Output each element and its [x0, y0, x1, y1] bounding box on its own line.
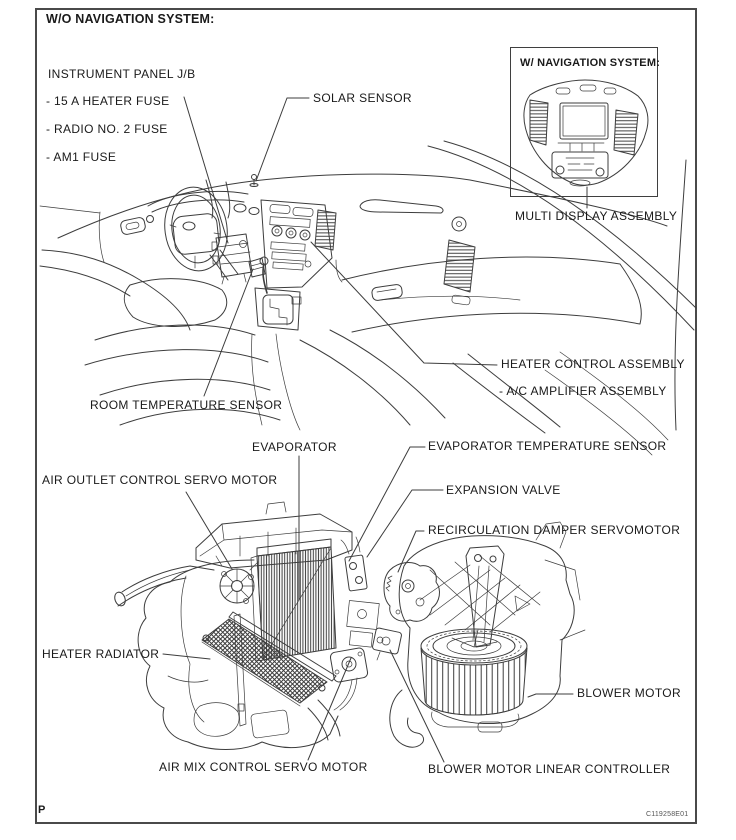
door-handle [120, 217, 146, 236]
leader-line-blower-motor [528, 694, 573, 697]
label-blower-motor: BLOWER MOTOR [577, 686, 681, 700]
label-evaporator-temperature-sensor: EVAPORATOR TEMPERATURE SENSOR [428, 439, 667, 453]
page-marker: P [38, 804, 46, 816]
steering-wheel [159, 180, 238, 280]
label-evaporator: EVAPORATOR [252, 440, 337, 454]
hvac-unit-illustration [113, 502, 585, 750]
label-heater-fuse: - 15 A HEATER FUSE [46, 94, 170, 108]
label-room-temperature-sensor: ROOM TEMPERATURE SENSOR [90, 398, 283, 412]
steering-emblem [183, 222, 195, 230]
label-recirculation-damper-servomotor: RECIRCULATION DAMPER SERVOMOTOR [428, 523, 681, 537]
leader-line-evap-temp-sensor [349, 447, 425, 561]
label-blower-motor-linear-controller: BLOWER MOTOR LINEAR CONTROLLER [428, 762, 671, 776]
figure-title: W/O NAVIGATION SYSTEM: [46, 12, 215, 26]
side-vent [444, 240, 475, 305]
label-multi-display-assembly: MULTI DISPLAY ASSEMBLY [515, 209, 678, 223]
leader-line-air-mix-servo [308, 658, 351, 760]
label-air-mix-control-servo-motor: AIR MIX CONTROL SERVO MOTOR [159, 760, 368, 774]
door-trim [40, 216, 190, 331]
glove-box [336, 257, 641, 332]
leader-line-solar-sensor [256, 98, 309, 181]
duct-connector-parts [347, 601, 383, 648]
instrument-panel-junction-block [212, 234, 252, 284]
blower-bracket-strap [466, 546, 504, 647]
figure-code: C119258E01 [646, 811, 689, 818]
label-radio-fuse: - RADIO NO. 2 FUSE [46, 122, 168, 136]
label-instrument-panel-jb: INSTRUMENT PANEL J/B [48, 67, 196, 81]
label-solar-sensor: SOLAR SENSOR [313, 91, 412, 105]
leader-line-air-outlet-servo [186, 492, 232, 569]
label-ac-amplifier-assembly: - A/C AMPLIFIER ASSEMBLY [499, 384, 667, 398]
blower-motor-drum [421, 629, 527, 715]
label-air-outlet-control-servo-motor: AIR OUTLET CONTROL SERVO MOTOR [42, 473, 278, 487]
label-heater-radiator: HEATER RADIATOR [42, 647, 160, 661]
heater-pipes [113, 566, 214, 607]
label-expansion-valve: EXPANSION VALVE [446, 483, 561, 497]
label-heater-control-assembly: HEATER CONTROL ASSEMBLY [501, 357, 685, 371]
dash-speaker [452, 217, 466, 231]
blower-linear-controller-part [372, 628, 402, 660]
label-am1-fuse: - AM1 FUSE [46, 150, 117, 164]
center-stack [261, 200, 336, 288]
navigation-inset-box [510, 47, 661, 197]
expansion-valve-part [341, 537, 367, 591]
air-outlet-servo [216, 556, 258, 604]
defroster-vent [360, 200, 443, 213]
inset-title: W/ NAVIGATION SYSTEM: [520, 57, 661, 69]
air-mix-servo [330, 647, 369, 710]
leader-line-instrument-panel-jb [184, 97, 228, 243]
